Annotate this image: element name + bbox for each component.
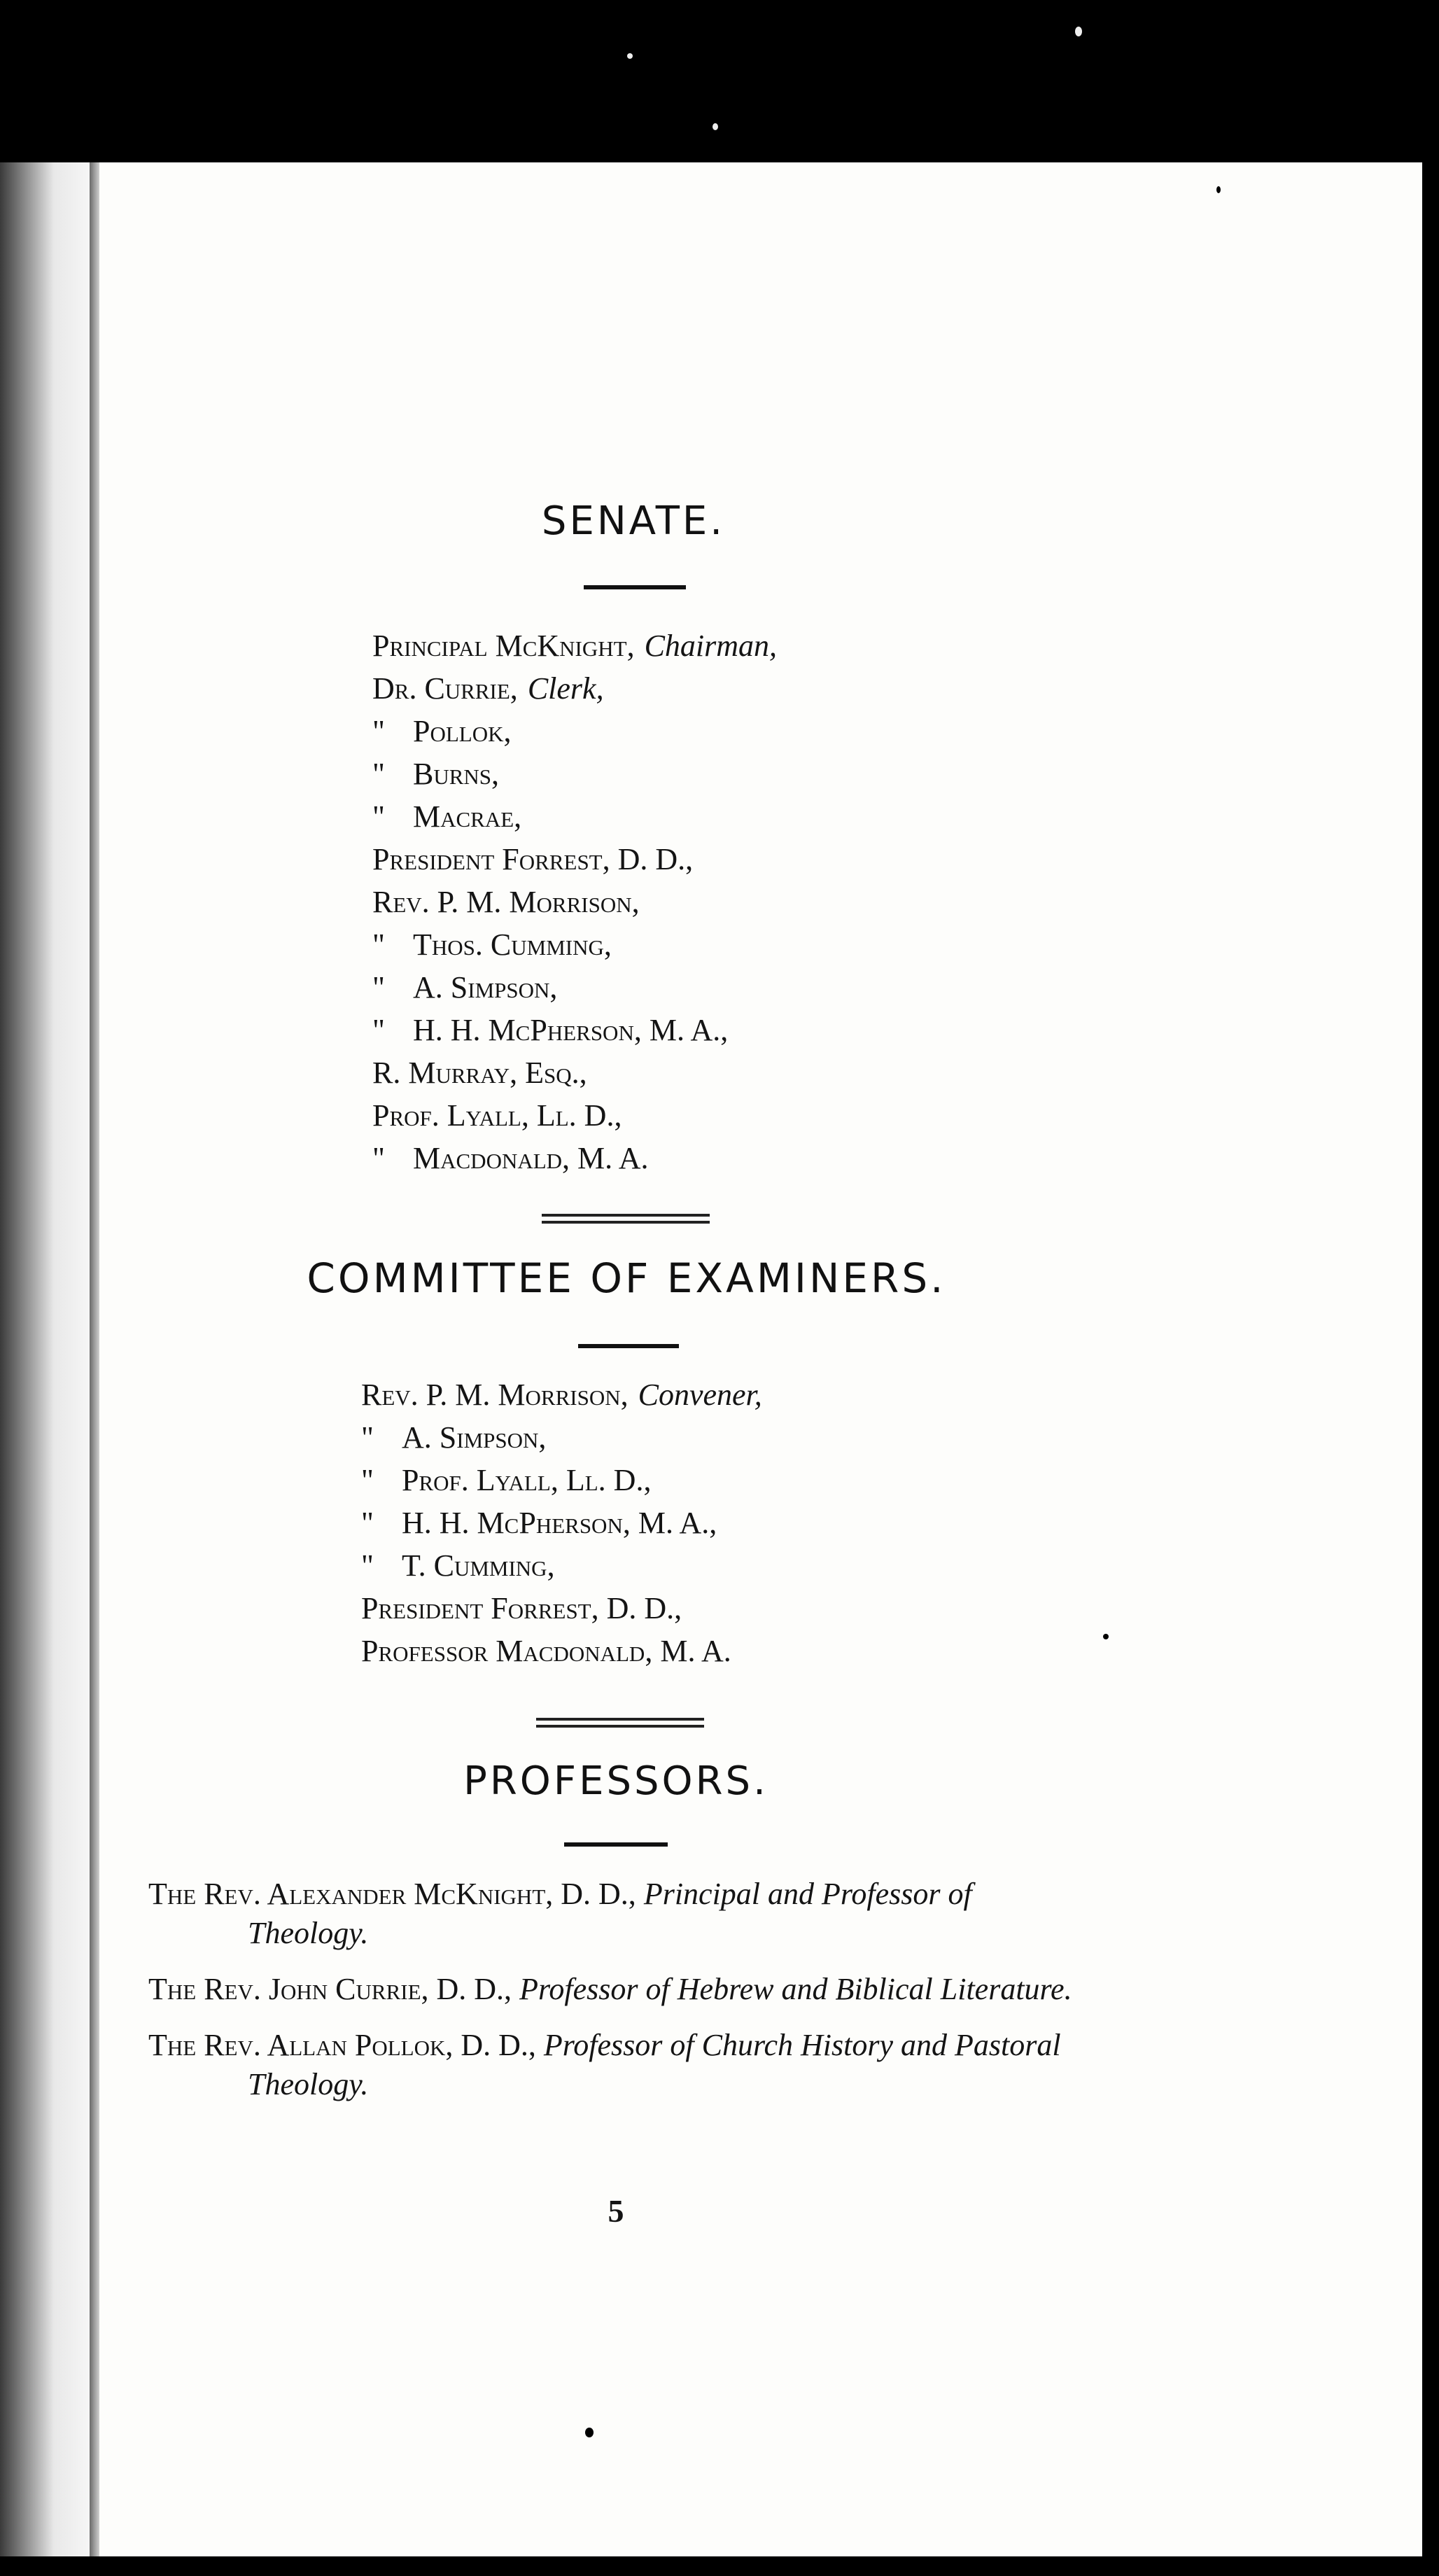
examiners-member-row: [361, 1630, 762, 1672]
member-name: President Forrest, D. D.,: [361, 1591, 682, 1625]
ditto-mark: ": [372, 714, 385, 748]
examiners-member-list: [361, 1373, 762, 1672]
member-name: Macdonald, M. A.: [413, 1141, 649, 1175]
professor-entry: [148, 1875, 1100, 1953]
member-name: Prof. Lyall, Ll. D.,: [402, 1463, 652, 1497]
member-name: Burns,: [413, 757, 500, 791]
ditto-mark: ": [372, 1013, 385, 1047]
professor-role: Professor of Hebrew and Biblical Literature.: [519, 1972, 1072, 2006]
professor-name: The Rev. Alexander McKnight, D. D.,: [148, 1877, 636, 1911]
member-name: R. Murray, Esq.,: [372, 1056, 587, 1090]
professors-list: [148, 1875, 1100, 2121]
senate-member-row: [372, 710, 777, 752]
member-role: Chairman,: [644, 629, 778, 663]
ditto-mark: ": [361, 1548, 374, 1583]
member-name: Macrae,: [413, 799, 522, 834]
professors-rule: [564, 1842, 668, 1847]
ditto-mark: ": [372, 927, 385, 962]
dust-speck: [713, 123, 718, 130]
examiners-rule: [578, 1344, 679, 1348]
professor-role: Principal and Professor of Theology.: [248, 1877, 972, 1950]
senate-double-rule: [542, 1214, 710, 1224]
member-name: Principal McKnight,: [372, 629, 635, 663]
examiners-member-row: [361, 1459, 762, 1502]
professor-entry: [148, 1970, 1100, 2009]
examiners-double-rule: [536, 1718, 704, 1728]
professor-role: Professor of Church History and Pastoral Theology.: [248, 2028, 1061, 2101]
examiners-member-row: [361, 1502, 762, 1544]
member-role: Clerk,: [527, 671, 604, 706]
member-name: Professor Macdonald, M. A.: [361, 1634, 731, 1668]
senate-member-row: [372, 1009, 777, 1051]
ink-speck: [1103, 1634, 1109, 1639]
professor-name: The Rev. John Currie, D. D.,: [148, 1972, 512, 2006]
senate-member-row: [372, 795, 777, 838]
member-name: Prof. Lyall, Ll. D.,: [372, 1098, 622, 1133]
member-name: President Forrest, D. D.,: [372, 842, 694, 876]
senate-member-row: [372, 667, 777, 710]
ditto-mark: ": [361, 1506, 374, 1540]
senate-member-row: [372, 624, 777, 667]
ditto-mark: ": [361, 1420, 374, 1455]
professors-heading: PROFESSORS.: [463, 1758, 768, 1804]
examiners-member-row: [361, 1416, 762, 1459]
ditto-mark: ": [361, 1463, 374, 1497]
professor-name: The Rev. Allan Pollok, D. D.,: [148, 2028, 536, 2062]
ink-speck: [1216, 186, 1221, 193]
member-name: T. Cumming,: [402, 1548, 555, 1583]
member-name: H. H. McPherson, M. A.,: [402, 1506, 717, 1540]
senate-member-row: [372, 1051, 777, 1094]
ink-speck: [585, 2428, 594, 2437]
member-name: A. Simpson,: [402, 1420, 547, 1455]
member-name: Pollok,: [413, 714, 512, 748]
senate-member-row: [372, 1094, 777, 1137]
senate-member-list: [372, 624, 777, 1180]
examiners-member-row: [361, 1587, 762, 1630]
dust-speck: [627, 53, 633, 59]
examiners-member-row: [361, 1373, 762, 1416]
senate-member-row: [372, 966, 777, 1009]
member-name: Thos. Cumming,: [413, 927, 612, 962]
ditto-mark: ": [372, 970, 385, 1004]
ditto-mark: ": [372, 757, 385, 791]
ditto-mark: ": [372, 799, 385, 834]
member-name: Dr. Currie,: [372, 671, 518, 706]
book-page: [0, 162, 1422, 2556]
senate-heading: SENATE.: [541, 498, 726, 544]
senate-member-row: [372, 923, 777, 966]
member-name: Rev. P. M. Morrison,: [361, 1378, 629, 1412]
ditto-mark: ": [372, 1141, 385, 1175]
senate-member-row: [372, 881, 777, 923]
professor-entry: [148, 2026, 1100, 2104]
member-name: A. Simpson,: [413, 970, 558, 1004]
senate-rule: [584, 585, 686, 589]
senate-member-row: [372, 838, 777, 881]
examiners-heading: COMMITTEE OF EXAMINERS.: [307, 1254, 946, 1302]
examiners-member-row: [361, 1544, 762, 1587]
member-name: H. H. McPherson, M. A.,: [413, 1013, 729, 1047]
page-number: 5: [608, 2193, 624, 2229]
dust-speck: [1075, 27, 1082, 36]
member-name: Rev. P. M. Morrison,: [372, 885, 640, 919]
senate-member-row: [372, 1137, 777, 1180]
senate-member-row: [372, 752, 777, 795]
member-role: Convener,: [638, 1378, 762, 1412]
